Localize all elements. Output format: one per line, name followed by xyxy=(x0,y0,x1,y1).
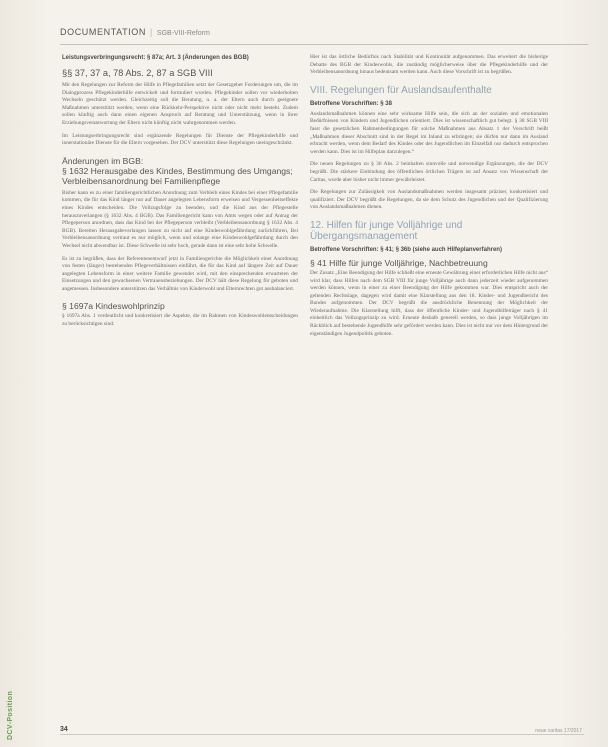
paragraph: Die Regelungen zur Zulässigkeit von Auslandsmaßnahmen werden insgesamt präziser, konkretisiert und qualifiziert. Der DCV begrüßt die Regelungen, da sie dem Schutz des Jugendlichen und der Qualifizierung von Auslandsmaßnahmen dienen. xyxy=(310,189,548,211)
page-header xyxy=(60,27,588,41)
section-title-junge-volljaehrige: 12. Hilfen für junge Volljährige und Übergangsmanagement xyxy=(310,219,463,242)
paragraph: Die neuen Regelungen zu § 36 Abs. 2 beinhalten sinnvolle und notwendige Ergänzungen, die der DCV begrüßt. Die stärkere Einbindung des öffentlichen örtlichen Trägers ist auf Ansatz von Wissenschaft der Caritas, wurde aber bisher nicht immer gewährleistet. xyxy=(310,161,548,183)
affected-provisions-38: Betroffene Vorschriften: § 38 xyxy=(310,100,392,107)
side-tab xyxy=(4,600,16,740)
page-number: 34 xyxy=(60,726,68,733)
header-separator: | xyxy=(149,27,153,37)
section-title-1697a: § 1697a Kindeswohlprinzip xyxy=(62,301,165,312)
section-title-41: § 41 Hilfe für junge Volljährige, Nachbetreuung xyxy=(310,257,488,268)
affected-provisions-41: Betroffene Vorschriften: § 41; § 36b (siehe auch Hilfeplanverfahren) xyxy=(310,246,502,253)
header-subtitle: SGB-VIII-Reform xyxy=(156,30,210,37)
left-column xyxy=(62,54,298,334)
heading-leistungserbringungsrecht: Leistungsverbringungsrecht: § 87a; Art. 3 (Änderungen des BGB) xyxy=(62,55,249,61)
paragraph: Bisher kann es zu einer familiengerichtlichen Anordnung zum Verbleib eines Kindes bei einer Pflegefamilie kommen, die für das Kind länger nur auf Dauer angelegten Lebensform erweisen und Vergessenheitseffekte eines Kindes entscheiden. Die Vollzugsfolge zu beenden, und die Kind aus der Pflegestelle herauszuverlangen (§ 1632 Abs. 4 BGB). Das Familiengericht kann von Amts wegen oder auf Antrag der Pflegeperson anordnen, dass das Kind bei der Pflegeperson verbleibt (Verbleibensanordnung § 1632 Abs. 4 BGB). Bereiten Herausgabeverlangen lassen zu nicht auf eine Kindeswohlgefährdung zurückführen, Bei Verbleibensanordnung vertraut es nur möglich, wenn und solange eine Kindeswohlgefährdung durch den Wechsel nicht abwendbar ist. Diese Schwelle ist sehr hoch, gerade dann ist eine sehr hohe Schwelle. xyxy=(62,189,298,249)
paragraph: Der Zusatz „Eine Beendigung der Hilfe schließt eine erneute Gewährung einer erforderlichen Hilfe nicht aus“ wird klar, dass Hilfen nach dem SGB VIII für junge Volljährige auch dann jederzeit wieder aufgenommen werden können, wenn in einer zu einer Beendigung der Hilfe gekommen war. Dies entspricht auch der geltenden Rechtslage, dagegen wird damit eine Klarstellung aus den 18. Kinder- und Jugendbericht des Bundes aufgenommen. Der DCV begrüßt die ausdrückliche Benennung der Möglichkeit der Wiederaufnahme. Die Klarstellung hilft, dass der öffentliche Kinder- und Jugendhilfeträger nach § 41 einheitlich das Vollzugsprinzip zu wird. Erneute deshalb generell werden, so dass junge Volljährigen im Rückblick auf bestehende Jugendhilfe sehr gefördert werden kann. Dies ist nicht nur vor dem Hintergrund der eigenständigen Jugendpolitik geboten. xyxy=(310,269,548,337)
paragraph: Hier ist das örtliche Bedürfnis nach Stabilität und Kontinuität aufgenommen. Das erweitert die bisherige Debatte des BGB der Kindeswohls, die zuständig möglicherweise über die Pflegekinderhilfe und der Verbleibensanordnung hinaus bedeutsam werden kann. Auch diese Vorschrift ist zu begrüßen. xyxy=(310,54,548,76)
paragraph: Im Leistungserbringungsrecht sind ergänzende Regelungen für Dienste der Pflegekinderhilfe und innerstationäre Dienste für die Eltern vorgesehen. Der DCV unterstützt diese Regelungen uneingeschränkt. xyxy=(62,132,298,147)
header-title: DOCUMENTATION xyxy=(60,27,146,37)
right-column xyxy=(310,54,548,343)
header-rule xyxy=(60,44,588,45)
side-tab-label: DCV-Position xyxy=(7,690,14,740)
footer-rule xyxy=(60,734,584,735)
section-title-auslandsaufenthalte: VIII. Regelungen für Auslandsaufenthalte xyxy=(310,84,492,96)
paragraph: Es ist zu begrüßen, dass der Referentenentwurf jetzt in Familiengerichte die Möglichkeit einer Anordnung von festen (länger) bestehenden Pflegeverhältnissen einführt, die für das Kind auf längere Zeit auf Dauer angelegten Lebensform in einer weitere Familie gewendet wird, mit den einsprechenden erwarteten der Einsetzungen und den gewachsenen Vertrauensbeziehungen. Der DCV hält diese Regelung für geboten und angemessen. Insbesondere unterstützen das Verhältnis von Kinderwohl und Elternrechten gut ausbalanciert. xyxy=(62,255,298,292)
section-pre-title: Änderungen im BGB: xyxy=(62,155,144,166)
paragraph: § 1697a Abs. 1 verdeutlicht und konkretisiert die Aspekte, die im Rahmen von Kindeswohlentscheidungen zu berücksichtigen sind. xyxy=(62,313,298,328)
section-title-1632: § 1632 Herausgabe des Kindes, Bestimmung des Umgangs; Verbleibensanordnung bei Familienpflege xyxy=(62,165,293,186)
paragraph: Auslandsmaßnahmen können eine sehr wirksame Hilfe sein, die sich an der sozialen und emotionalen Bedürfnissen von Kindern und Jugendlichen orientiert. Dies ist wissenschaftlich gut belegt. § 38 SGB VIII fasst die gesetzlichen Rahmenbedingungen für solche Maßnahmen aus Absatz 1 der Vorschrift heißt „Maßnahmen dieser Abschnitt sind in der Regel im Inland zu erbringen; sie dürfen nur dann im Ausland erbracht werden, wenn dem Bedarf des Kindes oder des Jugendlichen im Einzelfall nur dadurch entsprochen werden kann. Dies ist im Hilfeplan darzulegen.“ xyxy=(310,110,548,155)
paragraph: Mit den Regelungen zur Reform der Hilfe in Pflegefamilien setzt der Gesetzgeber Forderungen um, die im Dialogprozess Pflegekinderhilfe entwickelt und formuliert wurden. Pflegekinder sollen vor wiederholten Wechseln geschützt werden. Gleichzeitig soll die Beratung, u. a. der Eltern auch durch geeignete Maßnahmen unterstützt werden, wenn eine Rückkehr-Perspektive nicht oder nicht mehr besteht. Zudem sollen künftig auch dann einen eigenen Anspruch auf Beratung und Unterstützung, wenn in ihrer Erziehungsverantwortung der Eltern nicht künftig nicht wahrgenommen werden. xyxy=(62,82,298,126)
publication-label: neue caritas 17/2017 xyxy=(535,728,582,734)
section-title-37: §§ 37, 37 a, 78 Abs. 2, 87 a SGB VIII xyxy=(62,68,213,78)
